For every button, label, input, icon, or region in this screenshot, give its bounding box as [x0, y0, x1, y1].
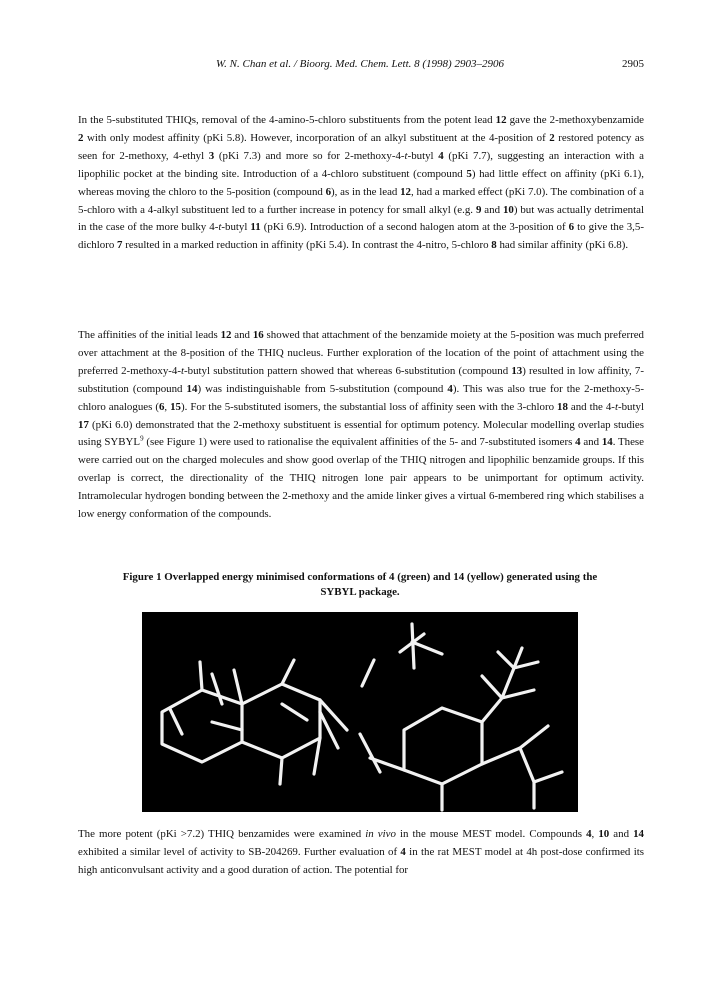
- compound-number: 12: [400, 185, 411, 198]
- compound-number: 14: [601, 436, 613, 449]
- compound-number: 15: [170, 400, 181, 413]
- tbutyl-group: [482, 648, 538, 698]
- reference-superscript: 9: [140, 434, 144, 443]
- compound-number: 4: [400, 845, 406, 858]
- body-paragraph-3: The more potent (pKi >7.2) THIQ benzamides were examined in vivo in the mouse MEST model. Compounds 4, 10 and 14 exhibited a similar level of activity to SB-204269. Further evaluation of 4 in the rat MEST model at 4h post-dose confirmed its high anticonvulsant activity and a good duration of action. The potential for: [78, 828, 644, 876]
- molecule-render: [142, 612, 578, 812]
- compound-number: 3: [208, 149, 215, 162]
- top-methyl-group: [400, 624, 442, 668]
- italic-term: in vivo: [365, 828, 396, 840]
- compound-number: 2: [549, 131, 555, 144]
- italic-term: t: [218, 221, 222, 234]
- body-paragraph-1: In the 5-substituted THIQs, removal of the 4-amino-5-chloro substituents from the potent lead 12 gave the 2-methoxybenzamide 2 with only modest affinity (pKi 5.8). However, incorporation of an alkyl substituent at the 4-position of 2 restored potency as seen for 2-methoxy, 4-ethyl 3 (pKi 7.3) and more so for 2-methoxy-4-t-butyl 4 (pKi 7.7), suggesting an interaction with a lipophilic pocket at the binding site. Introduction of a 4-chloro substituent (compound 5) had little effect on affinity (pKi 6.1), whereas moving the chloro to the 5-position (compound 6), as in the lead 12, had a marked effect (pKi 7.0). The combination of a 5-chloro with a 4-alkyl substituent led to a further increase in potency for small alkyl (e.g. 9 and 10) but was actually detrimental in the case of the more bulky 4-t-butyl 11 (pKi 6.9). Introduction of a second halogen atom at the 3-position of 6 to give the 3,5-dichloro 7 resulted in a marked reduction in affinity (pKi 5.4). In contrast the 4-nitro, 5-chloro 8 had similar affinity (pKi 6.8).: [78, 114, 644, 252]
- left-ring-b: [242, 684, 320, 758]
- compound-number: 8: [491, 239, 497, 252]
- compound-number: 6: [325, 185, 332, 198]
- right-branch: [520, 726, 562, 808]
- italic-term: t: [180, 364, 184, 377]
- journal-citation: W. N. Chan et al. / Bioorg. Med. Chem. Lett. 8 (1998) 2903–2906: [216, 58, 504, 70]
- compound-number: 14: [633, 828, 644, 840]
- italic-term: t: [404, 149, 408, 162]
- page-number: 2905: [622, 58, 644, 70]
- molecular-overlay-figure: [142, 612, 578, 812]
- compound-number: 4: [438, 149, 444, 162]
- compound-number: 12: [495, 114, 507, 126]
- compound-number: 4: [586, 828, 592, 840]
- figure-caption: Figure 1 Overlapped energy minimised conformations of 4 (green) and 14 (yellow) generated using the SYBYL package.: [122, 571, 598, 598]
- italic-term: t: [614, 400, 618, 413]
- compound-number: 10: [598, 828, 610, 840]
- compound-number: 9: [475, 203, 482, 216]
- right-attachment: [370, 698, 520, 810]
- body-paragraph-2: The affinities of the initial leads 12 and 16 showed that attachment of the benzamide moiety at the 5-position was much preferred over attachment at the 8-position of the THIQ nucleus. Further exploration of the location of the point of attachment using the preferred 2-methoxy-4-t-butyl substitution pattern showed that whereas 6-substitution (compound 13) resulted in low affinity, 7-substitution (compound 14) was indistinguishable from 5-substitution (compound 4). This was also true for the 2-methoxy-5-chloro analogues (6, 15). For the 5-substituted isomers, the substantial loss of affinity seen with the 3-chloro 18 and the 4-t-butyl 17 (pKi 6.0) demonstrated that the 2-methoxy substituent is essential for optimum potency. Molecular modelling overlap studies using SYBYL$^9$ (see Figure 1) were used to rationalise the equivalent affinities of the 5- and 7-substituted isomers 4 and 14. These were carried out on the charged molecules and show good overlap of the THIQ nitrogen and lipophilic benzamide groups. If this overlap is correct, the directionality of the THIQ nitrogen lone pair appears to be unimportant for optimum activity. Intramolecular hydrogen bonding between the 2-methoxy and the amide linker gives a virtual 6-membered ring which stabilises a low energy conformation of the compounds.: [78, 329, 645, 521]
- compound-number: 4: [447, 382, 453, 395]
- compound-number: 14: [186, 382, 198, 395]
- compound-number: 17: [78, 418, 89, 431]
- compound-number: 11: [250, 221, 261, 234]
- compound-number: 13: [511, 364, 523, 377]
- compound-number: 6: [158, 400, 165, 413]
- compound-number: 16: [252, 329, 264, 341]
- left-ring-inner: [212, 704, 307, 730]
- compound-number: 12: [220, 329, 232, 341]
- running-head: [0, 58, 720, 74]
- right-ring: [404, 708, 482, 784]
- compound-number: 5: [466, 167, 472, 180]
- central-linker: [360, 660, 380, 772]
- molecule-bonds: [162, 624, 562, 810]
- compound-number: 4: [575, 436, 581, 449]
- compound-number: 2: [78, 131, 84, 144]
- compound-number: 7: [117, 239, 123, 252]
- compound-number: 6: [568, 221, 575, 234]
- compound-number: 10: [502, 203, 514, 216]
- compound-number: 18: [557, 400, 568, 413]
